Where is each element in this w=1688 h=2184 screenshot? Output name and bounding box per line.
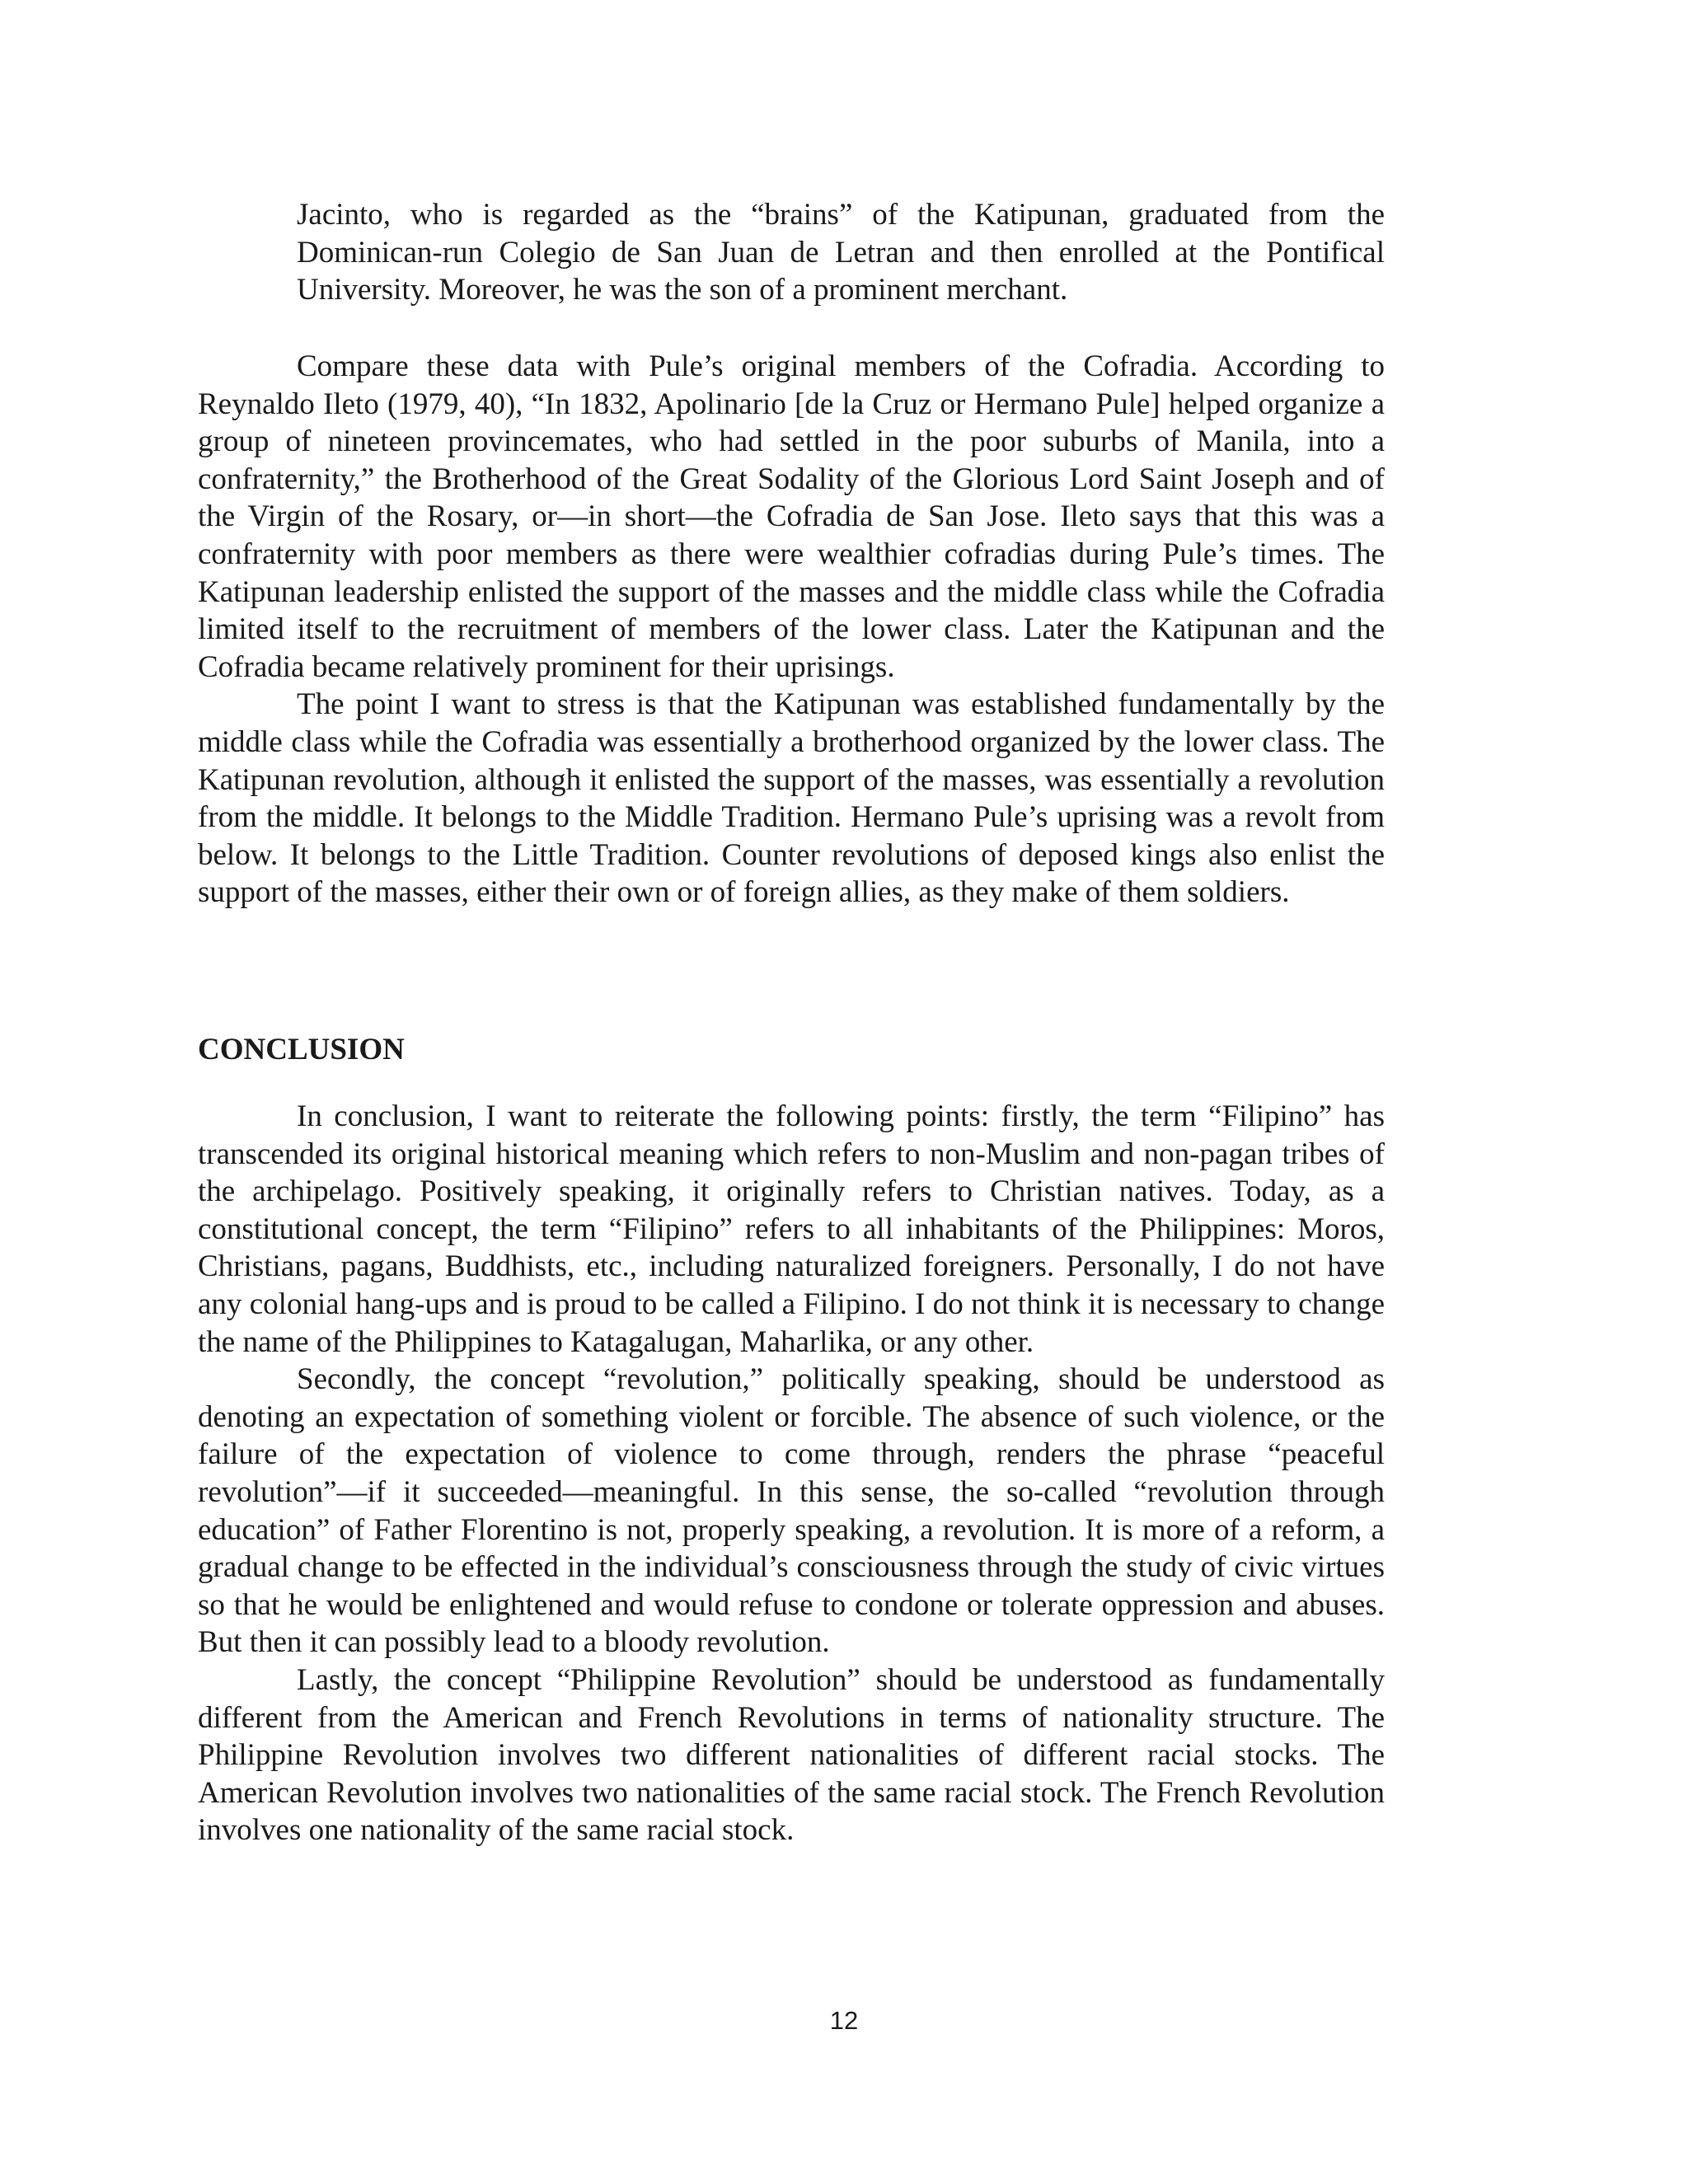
paragraph-cofradia-comparison: Compare these data with Pule’s original members of the Cofradia. According to Reynaldo Ileto (1979, 40), “In 1832, Apolinario [de la Cruz or Hermano Pule] helped organize a group of nineteen provincemates, who had settled in the poor suburbs of Manila, into a confraternity,” the Brotherhood of the Great Sodality of the Glorious Lord Saint Joseph and of the Virgin of the Rosary, or—in short—the Cofradia de San Jose. Ileto says that this was a confraternity with poor members as there were wealthier cofradias during Pule’s times. The Katipunan leadership enlisted the support of the masses and the middle class while the Cofradia limited itself to the recruitment of members of the lower class. Later the Katipunan and the Cofradia became relatively prominent for their uprisings. — [198, 349, 1385, 684]
paragraph-conclusion-philippine-revolution: Lastly, the concept “Philippine Revolution” should be understood as fundamentally different from the American and French Revolutions in terms of nationality structure. The Philippine Revolution involves two different nationalities of different racial stocks. The American Revolution involves two nationalities of the same racial stock. The French Revolution involves one nationality of the same racial stock. — [198, 1662, 1385, 1848]
paragraph-katipunan-middle-class: The point I want to stress is that the Katipunan was established fundamentally by the middle class while the Cofradia was essentially a brotherhood organized by the lower class. The Katipunan revolution, although it enlisted the support of the masses, was essentially a revolution from the middle. It belongs to the Middle Tradition. Hermano Pule’s uprising was a revolt from below. It belongs to the Little Tradition. Counter revolutions of deposed kings also enlist the support of the masses, either their own or of foreign allies, as they make of them soldiers. — [198, 687, 1385, 910]
body-section-before-conclusion — [198, 348, 1385, 912]
paragraph-conclusion-filipino: In conclusion, I want to reiterate the following points: firstly, the term “Filipino” has transcended its original historical meaning which refers to non-Muslim and non-pagan tribes of the archipelago. Positively speaking, it originally refers to Christian natives. Today, as a constitutional concept, the term “Filipino” refers to all inhabitants of the Philippines: Moros, Christians, pagans, Buddhists, etc., including naturalized foreigners. Personally, I do not have any colonial hang-ups and is proud to be called a Filipino. I do not think it is necessary to change the name of the Philippines to Katagalugan, Maharlika, or any other. — [198, 1099, 1385, 1359]
paragraph-conclusion-revolution: Secondly, the concept “revolution,” politically speaking, should be understood as denoting an expectation of something violent or forcible. The absence of such violence, or the failure of the expectation of violence to come through, renders the phrase “peaceful revolution”—if it succeeded—meaningful. In this sense, the so-called “revolution through education” of Father Florentino is not, properly speaking, a revolution. It is more of a reform, a gradual change to be effected in the individual’s consciousness through the study of civic virtues so that he would be enlightened and would refuse to condone or tolerate oppression and abuses. But then it can possibly lead to a bloody revolution. — [198, 1362, 1385, 1660]
conclusion-section — [198, 1098, 1385, 1849]
page-number: 12 — [829, 2006, 859, 2035]
block-quote: Jacinto, who is regarded as the “brains” of the Katipunan, graduated from the Dominican-run Colegio de San Juan de Letran and then enrolled at the Pontifical University. Moreover, he was the son of a prominent merchant. — [297, 198, 1385, 307]
section-heading-conclusion: CONCLUSION — [198, 1033, 405, 1066]
